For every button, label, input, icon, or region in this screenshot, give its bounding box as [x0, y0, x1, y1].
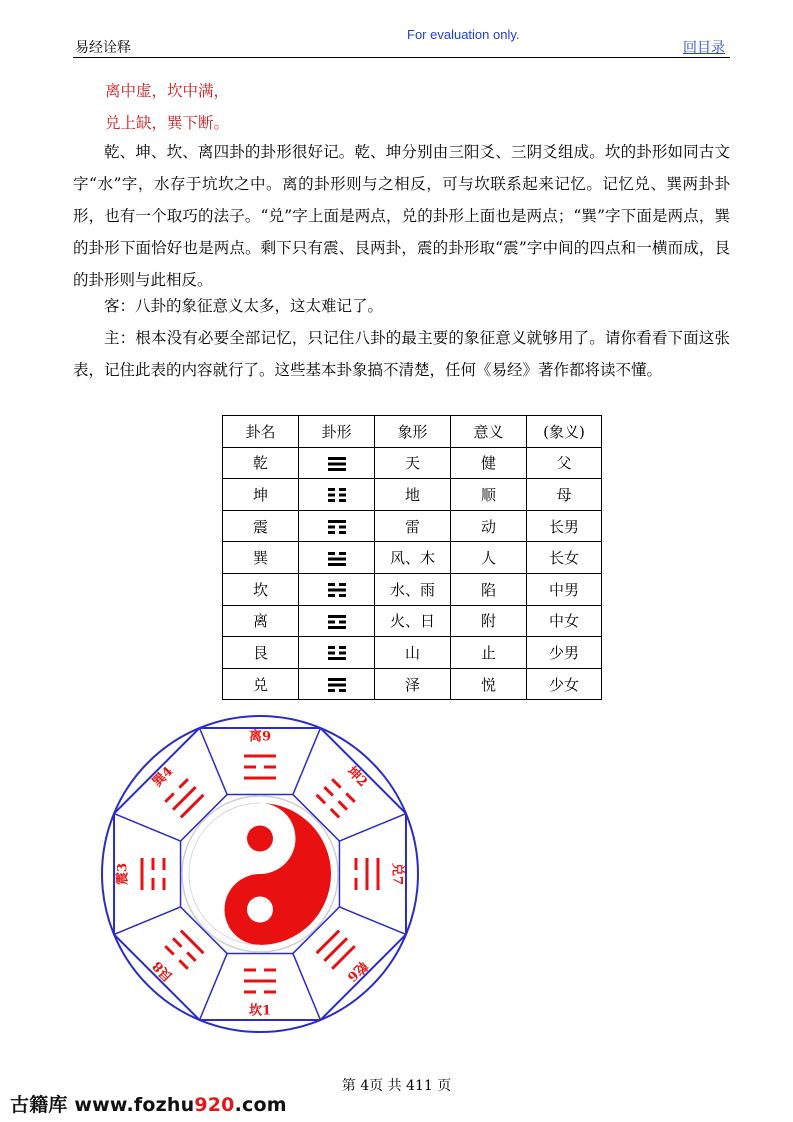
cell-trigram-shape — [299, 479, 375, 511]
watermark-number: 920 — [194, 1094, 235, 1116]
trigram-icon — [328, 678, 346, 692]
segment-divider — [293, 953, 321, 1020]
cell-image: 山 — [375, 637, 451, 669]
cell-family: 中女 — [527, 605, 602, 637]
cell-trigram-shape — [299, 637, 375, 669]
cell-trigram-name: 震 — [223, 510, 299, 542]
paragraph-trigram-shapes: 乾、坤、坎、离四卦的卦形很好记。乾、坤分别由三阳爻、三阴爻组成。坎的卦形如同古文字“水”字，水存于坑坎之中。离的卦形则与之相反，可与坎联系起来记忆。记忆兑、巽两卦卦形，也有一个取巧的法子。“兑”字上面是两点，兑的卦形上面也是两点；“巽”字下面是两点，巽的卦形下面恰好也是两点。剩下只有震、艮两卦，震的卦形取“震”字中间的四点和一横而成，艮的卦形则与此相反。 — [73, 143, 730, 289]
trigram-label: 坤2 — [343, 764, 370, 791]
cell-meaning: 健 — [451, 447, 527, 479]
cell-trigram-shape — [299, 668, 375, 700]
trigram-label: 艮8 — [150, 957, 177, 984]
trigram-segment — [147, 761, 205, 819]
cell-trigram-name: 离 — [223, 605, 299, 637]
yang-line — [377, 858, 380, 890]
cell-trigram-name: 巽 — [223, 542, 299, 574]
yin-line — [163, 858, 166, 870]
table-row — [223, 542, 602, 574]
yang-line — [244, 980, 276, 983]
yin-line — [244, 991, 256, 994]
trigram-segment — [115, 858, 166, 890]
bagua-diagram — [98, 712, 423, 1037]
paragraph-host-answer: 主：根本没有必要全部记忆，只记住八卦的最主要的象征意义就够用了。请你看看下面这张表，记住此表的内容就行了。这些基本卦象搞不清楚，任何《易经》著作都将读不懂。 — [73, 329, 730, 379]
cell-image: 泽 — [375, 668, 451, 700]
cell-meaning: 悦 — [451, 668, 527, 700]
cell-trigram-shape — [299, 447, 375, 479]
yin-line — [178, 778, 189, 789]
table-row — [223, 447, 602, 479]
yin-line — [178, 959, 189, 970]
cell-family: 少女 — [527, 668, 602, 700]
site-watermark — [10, 1090, 287, 1117]
yin-yang-dot-white — [247, 897, 273, 923]
cell-trigram-name: 坤 — [223, 479, 299, 511]
trigram-label: 乾6 — [343, 957, 370, 984]
cell-trigram-shape — [299, 605, 375, 637]
watermark-prefix: 古籍库 www.fozhu — [10, 1094, 195, 1116]
yin-line — [244, 766, 256, 769]
verse-line-1: 离中虚，坎中满， — [105, 82, 230, 100]
col-header-family: (象义) — [527, 416, 602, 448]
watermark-suffix: .com — [234, 1094, 287, 1116]
yin-line — [355, 878, 358, 890]
cell-family: 母 — [527, 479, 602, 511]
cell-meaning: 止 — [451, 637, 527, 669]
trigram-segment — [244, 969, 276, 1019]
cell-image: 天 — [375, 447, 451, 479]
yin-line — [186, 951, 197, 962]
col-header-image: 象形 — [375, 416, 451, 448]
segment-divider — [293, 728, 321, 795]
trigram-label: 兑7 — [389, 862, 405, 886]
cell-trigram-shape — [299, 510, 375, 542]
yin-line — [337, 800, 348, 811]
cell-meaning: 动 — [451, 510, 527, 542]
table-row — [223, 605, 602, 637]
table-row — [223, 637, 602, 669]
yin-line — [172, 937, 183, 948]
cell-family: 长男 — [527, 510, 602, 542]
trigram-label: 巽4 — [150, 764, 177, 791]
cell-image: 火、日 — [375, 605, 451, 637]
yin-line — [331, 778, 342, 789]
trigram-table — [222, 415, 602, 700]
paragraph-guest-question: 客：八卦的象征意义太多，这太难记了。 — [104, 297, 384, 315]
yang-line — [244, 755, 276, 758]
yin-line — [330, 808, 341, 819]
segment-divider — [114, 907, 181, 935]
segment-divider — [200, 953, 228, 1020]
segment-divider — [339, 907, 406, 935]
trigram-icon — [328, 615, 346, 629]
table-row — [223, 668, 602, 700]
evaluation-notice: For evaluation only. — [407, 27, 520, 42]
toc-link[interactable]: 回目录 — [683, 40, 725, 56]
yin-line — [164, 945, 175, 956]
yin-line — [152, 858, 155, 870]
yin-line — [264, 991, 276, 994]
yin-yang-dot-red — [247, 826, 273, 852]
cell-meaning: 人 — [451, 542, 527, 574]
cell-family: 父 — [527, 447, 602, 479]
yin-line — [323, 786, 334, 797]
cell-trigram-name: 兑 — [223, 668, 299, 700]
cell-trigram-name: 乾 — [223, 447, 299, 479]
verse-line-2: 兑上缺，巽下断。 — [105, 114, 230, 132]
cell-meaning: 顺 — [451, 479, 527, 511]
yin-line — [264, 969, 276, 972]
cell-meaning: 陷 — [451, 573, 527, 605]
cell-image: 水、雨 — [375, 573, 451, 605]
page-number: 第 4页 共 411 页 — [341, 1078, 452, 1094]
cell-image: 风、木 — [375, 542, 451, 574]
segment-divider — [114, 814, 181, 842]
col-header-name: 卦名 — [223, 416, 299, 448]
segment-divider — [339, 814, 406, 842]
yin-line — [345, 792, 356, 803]
yang-line — [180, 930, 205, 955]
yin-line — [264, 766, 276, 769]
table-row — [223, 510, 602, 542]
segment-divider — [200, 728, 228, 795]
trigram-segment — [316, 760, 375, 819]
table-row — [223, 573, 602, 605]
yang-line — [244, 777, 276, 780]
yin-line — [355, 858, 358, 870]
yin-line — [163, 878, 166, 890]
trigram-icon — [328, 552, 346, 566]
trigram-segment — [316, 930, 375, 989]
cell-family: 中男 — [527, 573, 602, 605]
col-header-meaning: 意义 — [451, 416, 527, 448]
yin-line — [164, 792, 175, 803]
col-header-shape: 卦形 — [299, 416, 375, 448]
trigram-icon — [328, 488, 346, 502]
trigram-icon — [328, 646, 346, 660]
yin-line — [316, 794, 327, 805]
trigram-icon — [328, 583, 346, 597]
trigram-label: 坎1 — [248, 1003, 272, 1019]
yin-line — [244, 969, 256, 972]
cell-image: 雷 — [375, 510, 451, 542]
cell-family: 长女 — [527, 542, 602, 574]
header-title: 易经诠释 — [75, 40, 131, 56]
trigram-segment — [355, 858, 406, 890]
trigram-label: 离9 — [248, 729, 272, 745]
cell-image: 地 — [375, 479, 451, 511]
trigram-icon — [328, 457, 346, 471]
cell-trigram-shape — [299, 542, 375, 574]
cell-family: 少男 — [527, 637, 602, 669]
trigram-segment — [244, 729, 276, 780]
yin-line — [152, 878, 155, 890]
yang-line — [141, 858, 144, 890]
cell-trigram-name: 坎 — [223, 573, 299, 605]
cell-trigram-name: 艮 — [223, 637, 299, 669]
cell-meaning: 附 — [451, 605, 527, 637]
cell-trigram-shape — [299, 573, 375, 605]
trigram-label: 震3 — [115, 862, 131, 886]
header-divider — [73, 57, 730, 58]
yang-line — [366, 858, 369, 890]
trigram-icon — [328, 520, 346, 534]
table-row — [223, 479, 602, 511]
trigram-segment — [147, 930, 205, 988]
table-header-row — [223, 416, 602, 448]
